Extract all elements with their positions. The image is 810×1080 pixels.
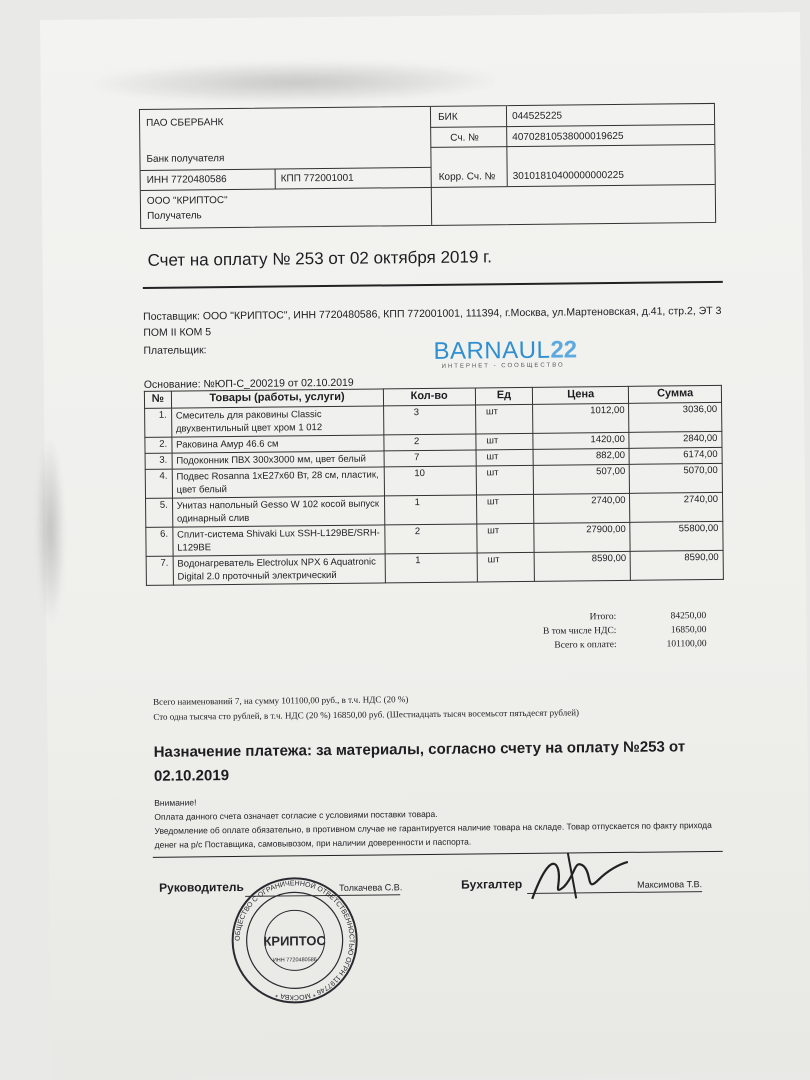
row-unit: шт [477, 523, 535, 553]
accountant-name: Максимова Т.В. [637, 879, 703, 890]
director-name: Толкачева С.В. [339, 882, 403, 893]
row-name: Подоконник ПВХ 300x3000 мм, цвет белый [172, 451, 384, 469]
account-label: Сч. № [450, 132, 479, 144]
row-sum: 6174,00 [629, 447, 722, 464]
row-sum: 5070,00 [630, 463, 723, 493]
row-unit: шт [476, 494, 534, 524]
basis-line: Основание: №ЮП-С_200219 от 02.10.2019 [143, 376, 354, 391]
row-price: 2740,00 [534, 493, 631, 523]
bank-name: ПАО СБЕРБАНК [146, 117, 224, 129]
grand-total-value: 101100,00 [666, 639, 707, 650]
total-value: 84250,00 [670, 611, 707, 622]
recipient-name: ООО "КРИПТОС" [146, 195, 228, 207]
director-label: Руководитель [159, 879, 244, 895]
row-price: 27900,00 [534, 522, 631, 552]
row-number: 7. [146, 556, 173, 585]
row-sum: 55800,00 [630, 521, 723, 551]
row-price: 1012,00 [533, 403, 630, 433]
row-number: 5. [146, 498, 173, 527]
row-qty: 1 [385, 553, 478, 583]
company-stamp-seal [229, 875, 360, 1006]
row-qty: 2 [384, 524, 477, 554]
payment-purpose: Назначение платежа: за материалы, согласно счету на оплату №253 от 02.10.2019 [153, 738, 686, 785]
row-qty: 7 [384, 450, 477, 467]
bank-label: Банк получателя [146, 153, 225, 165]
watermark-number: 22 [550, 336, 578, 364]
table-row [146, 550, 723, 585]
row-name: Водонагреватель Electrolux NPX 6 Aquatronic Digital 2.0 проточный электрический [173, 554, 385, 585]
totals-block [486, 611, 706, 655]
col-number: № [144, 391, 171, 408]
stamp-inn-text: ИНН 7720480586 [272, 957, 317, 964]
vat-label: В том числе НДС: [542, 625, 617, 637]
row-sum: 8590,00 [631, 550, 724, 580]
col-qty: Кол-во [383, 388, 476, 406]
vat-value: 16850,00 [670, 625, 707, 636]
col-sum: Сумма [629, 385, 722, 403]
row-unit: шт [476, 433, 533, 450]
row-price: 507,00 [533, 464, 630, 494]
supplier-line: Поставщик: ООО "КРИПТОС", ИНН 7720480586, КПП 772001001, 111394, г.Москва, ул.Мартеновская, д.41, стр.2, ЭТ 3 ПОМ II КОМ 5 [143, 304, 722, 339]
scan-smudge [95, 60, 495, 104]
barnaul22-watermark-logo [433, 336, 578, 370]
row-qty: 1 [384, 495, 477, 525]
accountant-label: Бухгалтер [461, 876, 523, 892]
stamp-ring-text: ОБЩЕСТВО С ОГРАНИЧЕННОЙ ОТВЕТСТВЕННОСТЬЮ ОГРН 1197746 * МОСКВА * [234, 880, 355, 1001]
row-unit: шт [475, 404, 533, 434]
corr-label: Корр. Сч. № [438, 171, 496, 183]
row-price: 882,00 [533, 448, 629, 465]
summary-line-1: Всего наименований 7, на сумму 101100,00 руб., в т.ч. НДС (20 %) [153, 694, 409, 707]
invoice-title: Счет на оплату № 253 от 02 октября 2019 г. [147, 247, 493, 270]
corr-value: 30101810400000000225 [512, 169, 624, 183]
row-number: 1. [145, 408, 172, 437]
row-name: Сплит-система Shivaki Lux SSH-L129BE/SRH-L129BE [173, 525, 385, 556]
col-name: Товары (работы, услуги) [171, 389, 383, 408]
notice-line-2: Уведомление об оплате обязательно, в противном случае не гарантируется наличие товара на складе. Товар отпускается по факту прихода денег на р/с Поставщика, самовывозом, при наличии доверенности и паспорта. [154, 820, 712, 850]
stamp-center-text: КРИПТОС [263, 933, 326, 949]
row-number: 6. [146, 527, 173, 556]
scan-edge-mark [34, 435, 66, 625]
row-sum: 2740,00 [630, 492, 723, 522]
row-name: Унитаз напольный Gesso W 102 косой выпуск одинарный слив [172, 496, 384, 527]
title-divider [143, 281, 723, 289]
notice-line-1: Оплата данного счета означает согласие с условиями поставки товара. [154, 808, 438, 822]
amount-summary [153, 689, 713, 725]
total-label: Итого: [589, 611, 617, 623]
watermark-subtitle: ИНТЕРНЕТ - СООБЩЕСТВО [441, 362, 565, 370]
row-name: Раковина Амур 46.6 см [172, 435, 384, 453]
row-qty: 3 [383, 405, 476, 435]
row-name: Подвес Rosanna 1xE27x60 Вт, 28 см, пластик, цвет белый [172, 467, 384, 498]
row-unit: шт [476, 465, 534, 495]
accountant-signature-scribble [524, 846, 635, 907]
bik-label: БИК [437, 111, 458, 123]
col-unit: Ед [475, 387, 532, 405]
col-price: Цена [533, 386, 629, 404]
bank-details-table [139, 103, 716, 229]
grand-total-label: Всего к оплате: [554, 639, 617, 651]
row-unit: шт [476, 449, 533, 466]
row-price: 1420,00 [533, 432, 629, 449]
watermark-brand: BARNAUL [433, 336, 551, 365]
row-number: 2. [145, 437, 172, 453]
account-value: 40702810538000019625 [512, 130, 624, 144]
row-name: Смеситель для раковины Classic двухвентильный цвет хром 1 012 [171, 406, 383, 437]
notice-block [154, 790, 715, 852]
row-qty: 10 [384, 466, 477, 496]
row-sum: 3036,00 [629, 402, 722, 432]
bik-value: 044525225 [511, 110, 563, 123]
row-number: 4. [145, 469, 172, 498]
row-number: 3. [145, 453, 172, 469]
notice-heading: Внимание! [154, 797, 197, 808]
row-price: 8590,00 [534, 551, 631, 581]
invoice-page [40, 12, 810, 1080]
inn-value: ИНН 7720480586 [146, 174, 227, 186]
row-sum: 2840,00 [629, 431, 722, 448]
row-qty: 2 [383, 434, 476, 451]
recipient-label: Получатель [147, 210, 202, 222]
summary-line-2: Сто одна тысяча сто рублей, в т.ч. НДС (20 %) 16850,00 руб. (Шестнадцать тысяч восемьсот пятьдесят рублей) [153, 707, 580, 722]
row-unit: шт [477, 552, 535, 582]
notice-divider [153, 851, 723, 858]
payer-label: Плательщик: [143, 344, 207, 357]
items-table [144, 385, 724, 586]
kpp-value: КПП 772001001 [280, 172, 354, 185]
